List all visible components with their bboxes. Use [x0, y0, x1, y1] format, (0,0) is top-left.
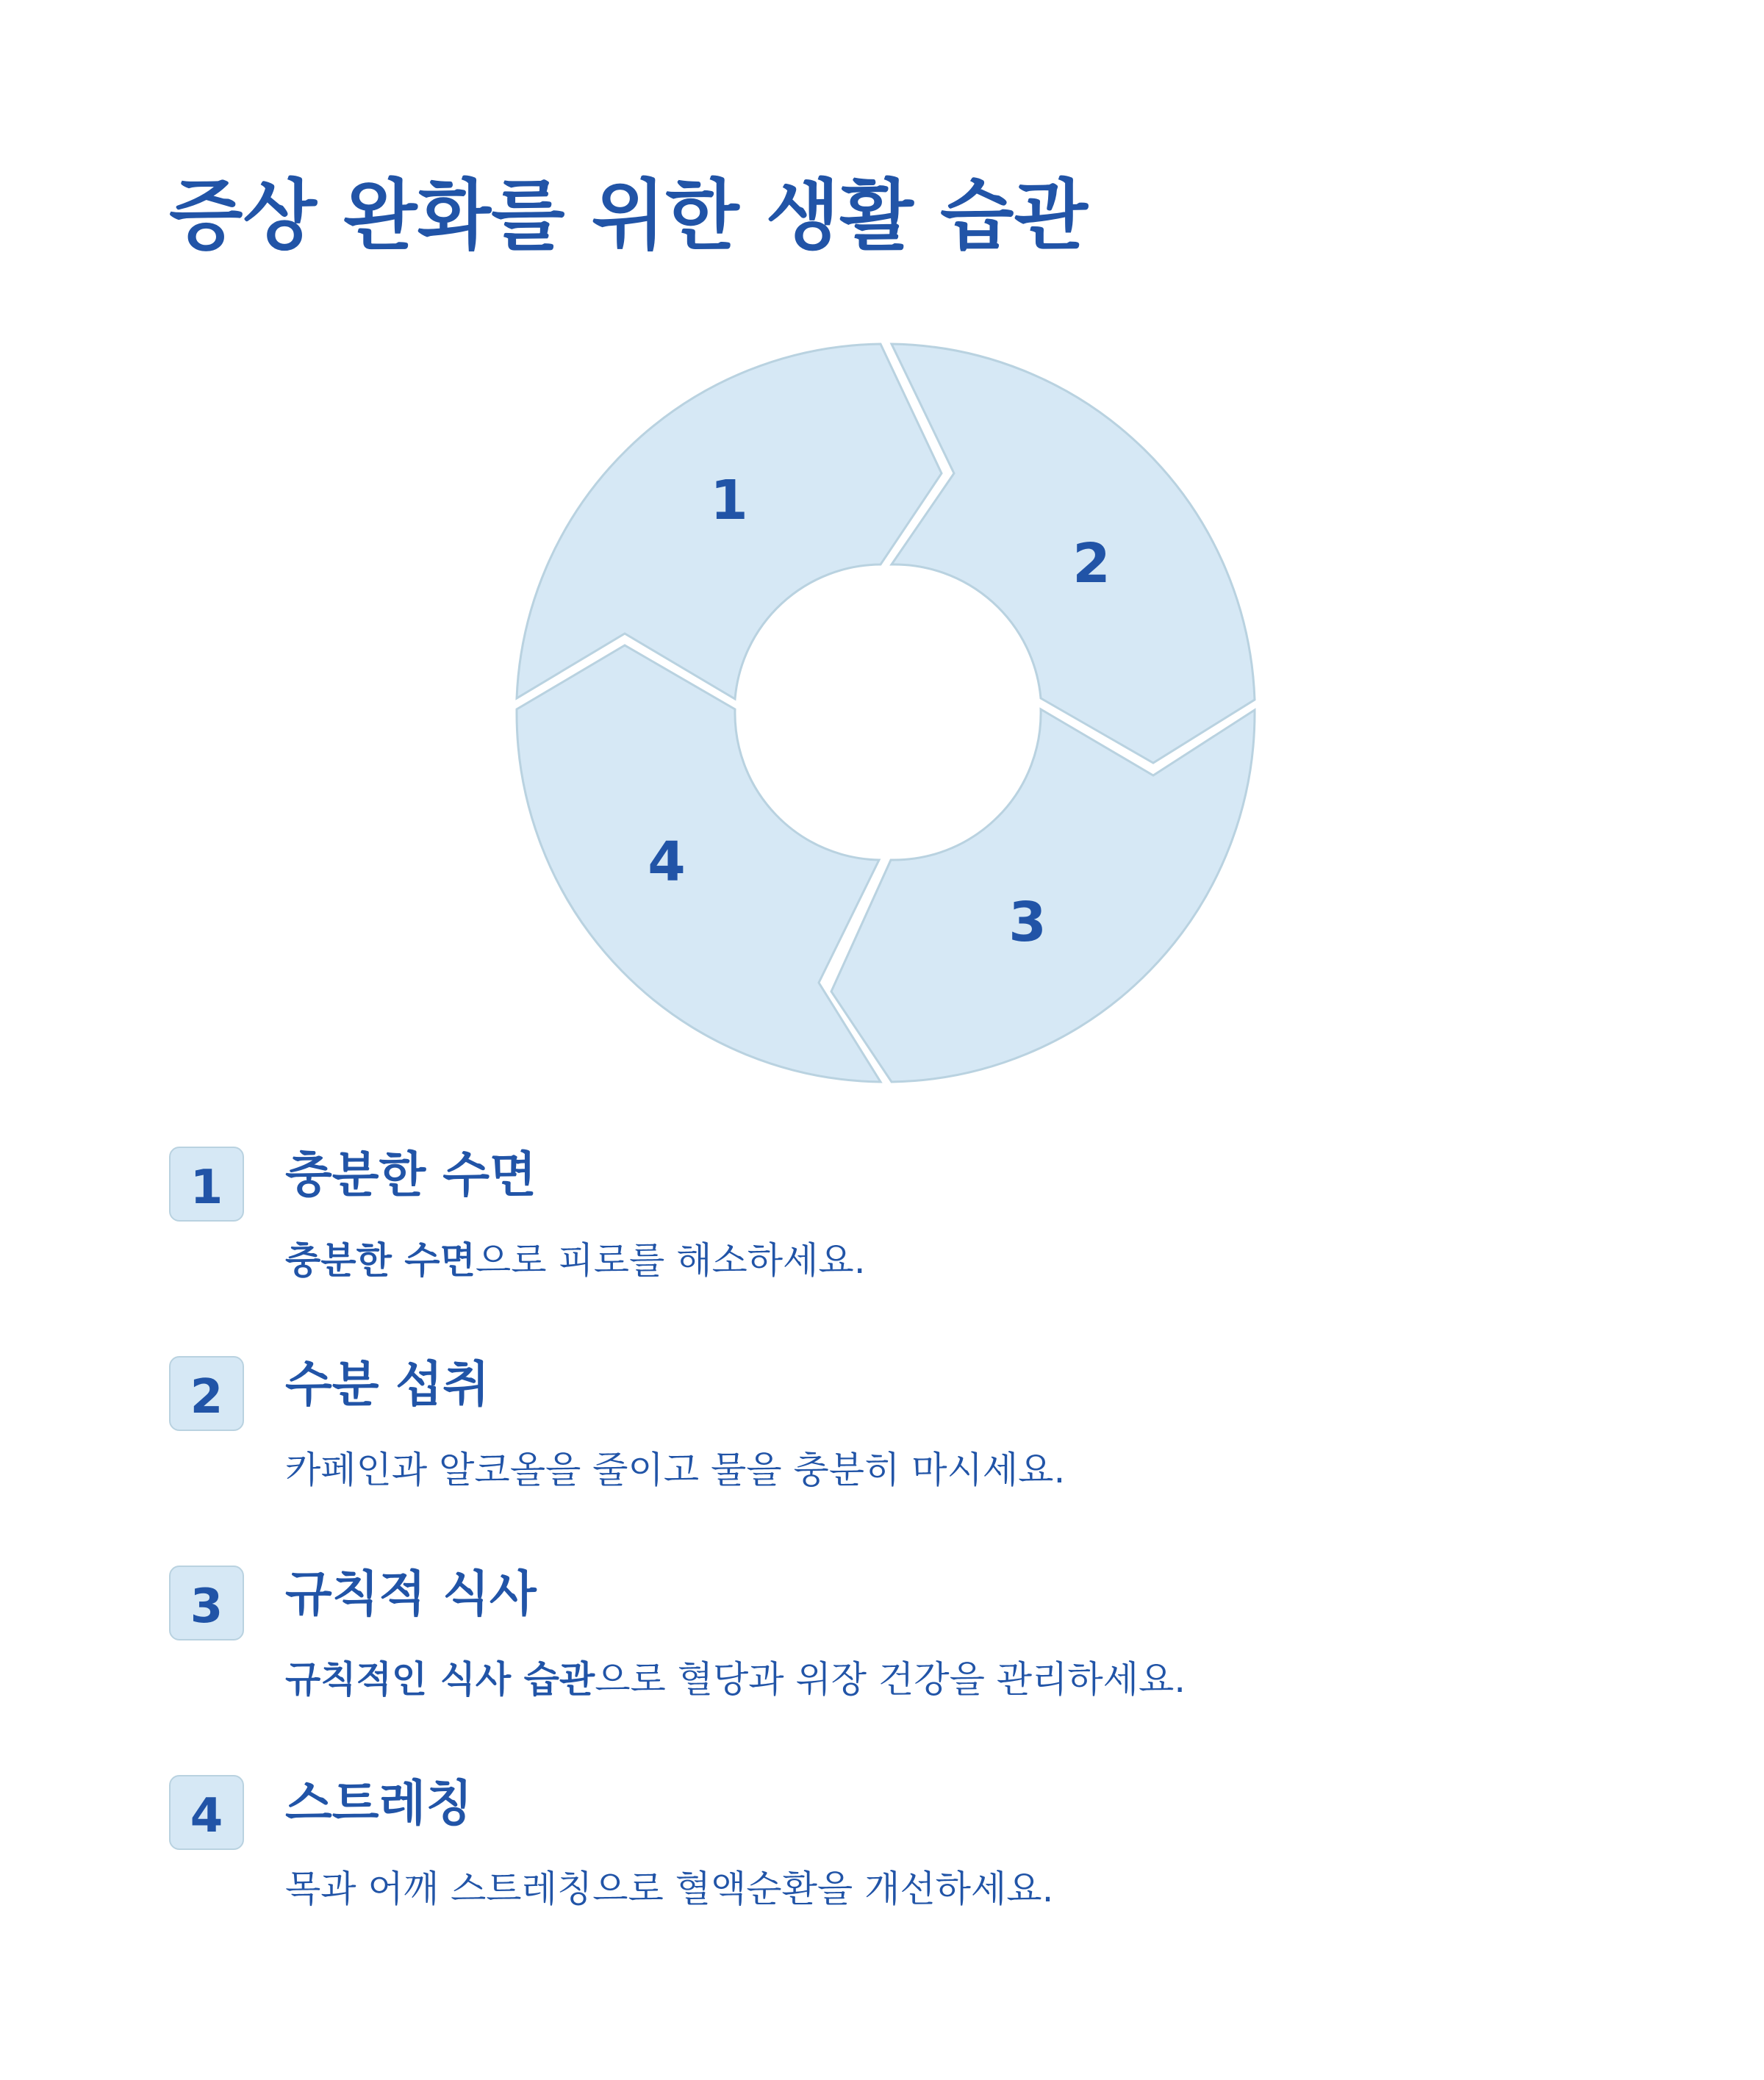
step-description-emphasis: 충분한 수면	[285, 1239, 476, 1282]
cycle-diagram	[507, 334, 1264, 1091]
step-description	[285, 1863, 1053, 1915]
cycle-number-2: 2	[1072, 532, 1111, 595]
step-description	[285, 1654, 1186, 1705]
cycle-number-3: 3	[1008, 891, 1047, 954]
step-item	[169, 1356, 1610, 1566]
step-description-emphasis: 규칙적인 식사 습관	[285, 1658, 595, 1701]
steps-list	[169, 1147, 1610, 1984]
step-description-text: 으로 피로를 해소하세요.	[475, 1239, 866, 1282]
step-title: 충분한 수면	[285, 1147, 537, 1203]
cycle-number-4: 4	[648, 831, 686, 894]
step-description	[285, 1444, 1065, 1496]
step-title: 규칙적 식사	[285, 1566, 537, 1622]
step-item	[169, 1147, 1610, 1356]
step-item	[169, 1775, 1610, 1984]
step-number-badge: 4	[169, 1775, 244, 1850]
step-number-badge: 2	[169, 1356, 244, 1431]
page-title: 증상 완화를 위한 생활 습관	[169, 171, 1088, 260]
cycle-segment-4	[517, 645, 881, 1082]
step-description-text: 카페인과 알코올을 줄이고 물을 충분히 마시세요.	[285, 1449, 1066, 1491]
step-item	[169, 1566, 1610, 1775]
cycle-svg	[507, 334, 1264, 1091]
cycle-number-1: 1	[710, 469, 748, 532]
step-description	[285, 1235, 866, 1286]
step-title: 스트레칭	[285, 1775, 473, 1832]
step-title: 수분 섭취	[285, 1356, 490, 1413]
step-description-text: 으로 혈당과 위장 건강을 관리하세요.	[595, 1658, 1186, 1701]
step-number-badge: 1	[169, 1147, 244, 1222]
step-number-badge: 3	[169, 1566, 244, 1640]
step-description-text: 목과 어깨 스트레칭으로 혈액순환을 개선하세요.	[285, 1868, 1054, 1910]
